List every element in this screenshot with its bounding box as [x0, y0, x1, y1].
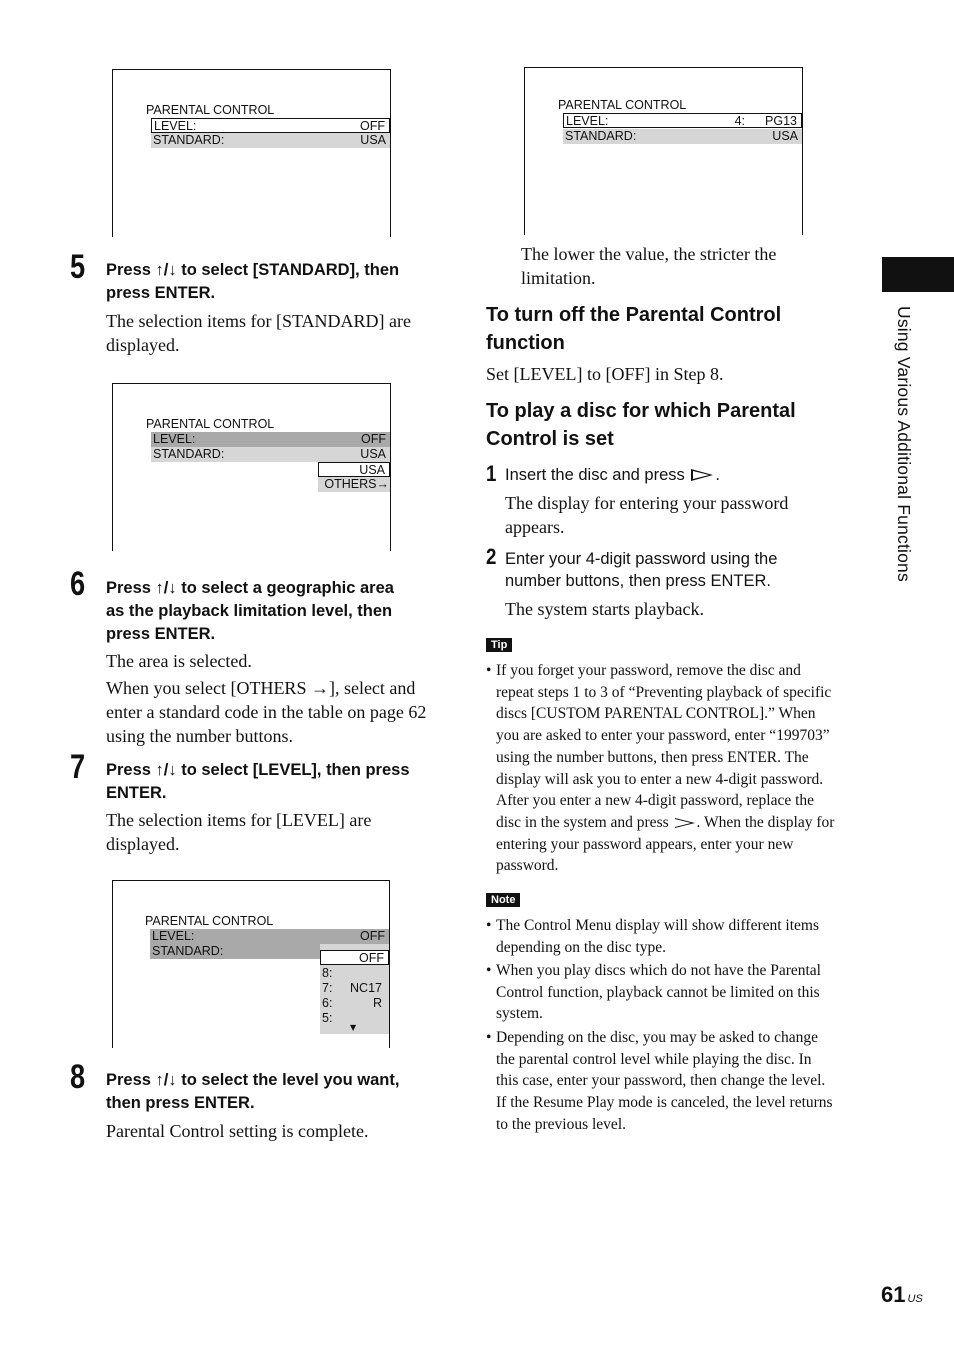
scroll-down-icon: ▼	[350, 1023, 357, 1032]
note-item-1: • The Control Menu display will show different items depending on the disc type.	[486, 917, 820, 956]
tip-text: • If you forget your password, remove the disc and repeat steps 1 to 3 of “Preventing playback of specific discs [CUSTOM PARENTAL CONTROL].” When you are asked to enter your password, enter “199703” using the number buttons, then press ENTER. The display will ask you to enter a new 4-digit password. After you enter a new 4-digit password, replace the disc in the system and press . When the display for entering your password appears, enter your new password.	[486, 662, 835, 875]
tip-label: Tip	[486, 638, 512, 652]
step-6-heading: Press ↑/↓ to select a geographic area as the playback limitation level, then press ENTER.	[106, 579, 394, 643]
osd-screen-4	[524, 67, 803, 235]
lower-value-note: The lower the value, the stricter the limitation.	[521, 244, 777, 288]
step-8-heading: Press ↑/↓ to select the level you want, then press ENTER.	[106, 1071, 400, 1112]
note-item-3: • Depending on the disc, you may be asked to change the parental control level while playing the disc. In this case, enter your password, then change the level. If the Resume Play mode is canceled, the level returns to the previous level.	[486, 1029, 833, 1133]
note-label: Note	[486, 893, 520, 907]
osd-level-8: 8:	[322, 966, 333, 980]
osd-option-others: OTHERS→	[318, 477, 390, 492]
substep-number-1: 1	[486, 461, 497, 486]
step-number-8: 8	[70, 1058, 86, 1096]
step-7-heading: Press ↑/↓ to select [LEVEL], then press ENTER.	[106, 761, 410, 802]
step-number-7: 7	[70, 748, 86, 786]
substep-number-2: 2	[486, 544, 497, 569]
step-5-heading: Press ↑/↓ to select [STANDARD], then press ENTER.	[106, 261, 400, 302]
step-number-6: 6	[70, 565, 86, 603]
osd-screen-3	[112, 880, 390, 1048]
osd-level-5: 5:	[322, 1011, 333, 1025]
substep-2-heading: Enter your 4-digit password using the number buttons, then press ENTER.	[505, 550, 778, 590]
osd-level-selected: OFF	[320, 950, 389, 965]
osd-row-standard: STANDARD:	[150, 944, 320, 959]
osd-row-level: LEVEL: 4: PG13	[563, 113, 802, 128]
heading-play-disc: To play a disc for which Parental Control is set	[486, 400, 796, 450]
osd-row-level: LEVEL: OFF	[151, 118, 390, 133]
osd-option-usa: USA	[318, 462, 390, 477]
page-number: 61 $^{US}$	[881, 1282, 923, 1307]
step-7-body: The selection items for [LEVEL] are displayed.	[106, 810, 372, 854]
side-tab-label: Using Various Additional Functions	[894, 306, 914, 582]
osd-level-6: 6: R	[322, 996, 382, 1010]
osd-level-7: 7: NC17	[322, 981, 382, 995]
play-icon	[691, 469, 713, 481]
osd-title: PARENTAL CONTROL	[146, 103, 275, 117]
osd-title: PARENTAL CONTROL	[146, 417, 275, 431]
step-6-body-2: When you select [OTHERS →], select and enter a standard code in the table on page 62 using the number buttons.	[106, 678, 427, 746]
play-icon	[675, 818, 695, 828]
turn-off-body: Set [LEVEL] to [OFF] in Step 8.	[486, 364, 724, 384]
step-6-body-1: The area is selected.	[106, 651, 252, 671]
osd-title: PARENTAL CONTROL	[145, 914, 274, 928]
heading-turn-off: To turn off the Parental Control function	[486, 304, 782, 354]
osd-row-standard: STANDARD: USA	[151, 447, 390, 462]
step-8-body: Parental Control setting is complete.	[106, 1121, 369, 1141]
osd-row-standard: STANDARD: USA	[563, 129, 802, 144]
substep-2-body: The system starts playback.	[505, 599, 704, 619]
osd-row-level: LEVEL: OFF	[150, 929, 389, 944]
osd-row-level: LEVEL: OFF	[151, 432, 390, 447]
step-number-5: 5	[70, 248, 86, 286]
osd-row-standard: STANDARD: USA	[151, 133, 390, 148]
side-tab-marker	[882, 257, 954, 292]
osd-screen-2	[112, 383, 391, 551]
note-item-2: • When you play discs which do not have the Parental Control function, playback cannot be limited on this system.	[486, 962, 821, 1023]
osd-screen-1	[112, 69, 391, 237]
step-5-body: The selection items for [STANDARD] are displayed.	[106, 311, 411, 355]
substep-1-heading: Insert the disc and press .	[505, 466, 720, 484]
substep-1-body: The display for entering your password appears.	[505, 493, 789, 537]
osd-title: PARENTAL CONTROL	[558, 98, 687, 112]
